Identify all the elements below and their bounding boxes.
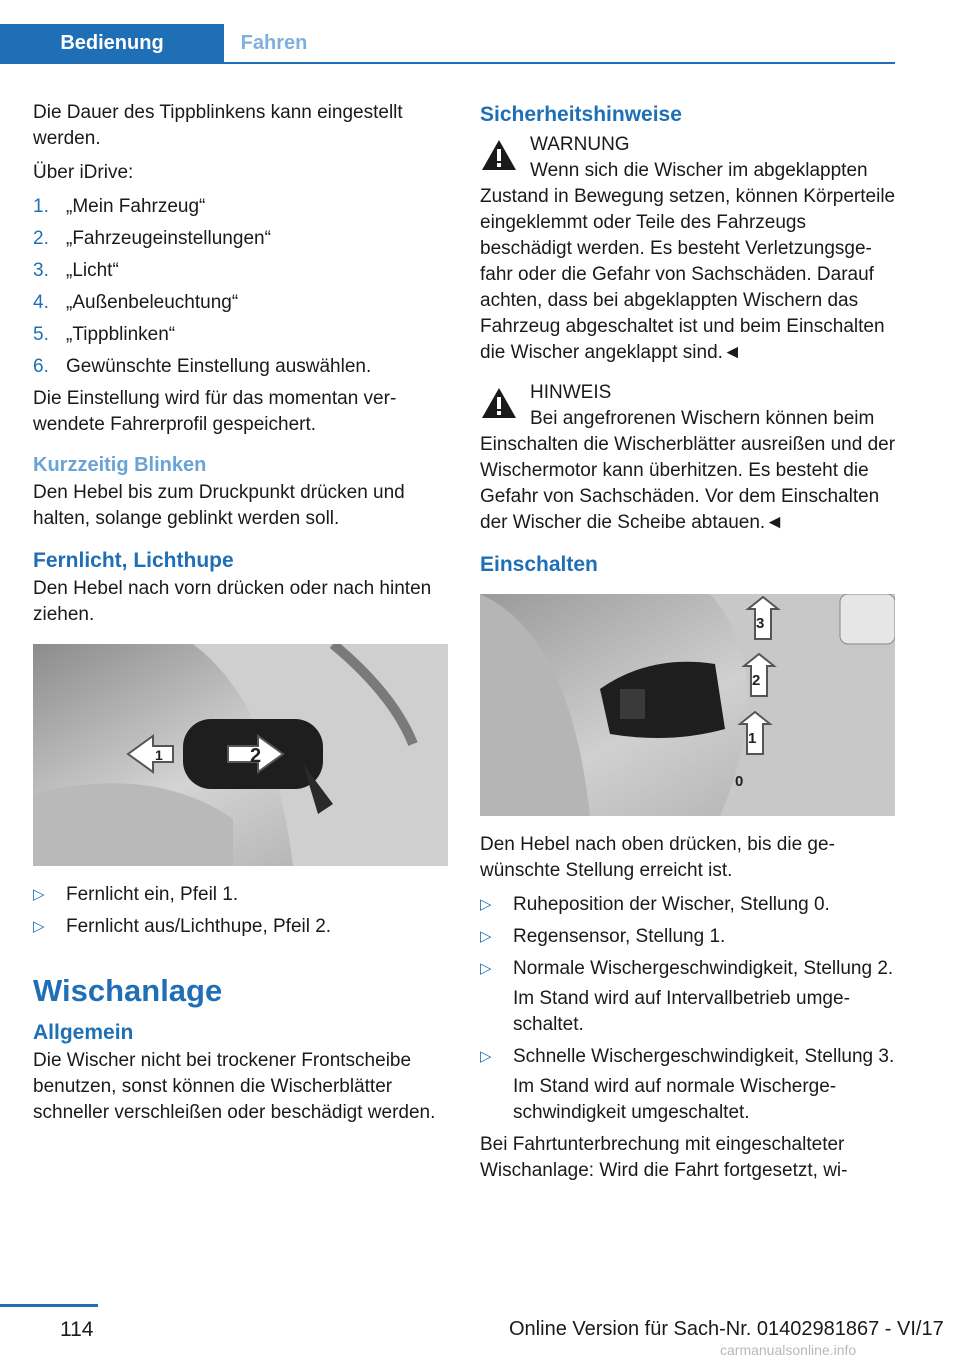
closing-text: Bei Fahrtunterbrechung mit eingeschalteter Wischanlage: Wird die Fahrt fortgesetzt, wi- [480, 1134, 848, 1181]
triangle-bullet-icon: ▷ [480, 1048, 492, 1065]
list-item: ▷ Regensensor, Stellung 1. [480, 924, 898, 950]
fernlicht-lever-image [33, 644, 448, 866]
kurzzeitig-text: Den Hebel bis zum Druckpunkt drücken und halten, solange geblinkt werden soll. [33, 482, 405, 529]
profile-note: Die Einstellung wird für das momentan verwendete Fahrerprofil gespeichert. [33, 388, 397, 435]
list-item: 5. „Tippblinken“ [33, 324, 176, 345]
warning-triangle-icon [480, 138, 518, 172]
list-item: ▷ Normale Wischergeschwindigkeit, Stellung 2. Im Stand wird auf Intervallbetrieb umgeschaltet. [480, 956, 898, 1038]
heading-kurzzeitig-blinken: Kurzzeitig Blinken [33, 454, 207, 476]
position-label-0: 0 [735, 773, 744, 790]
triangle-bullet-icon: ▷ [480, 928, 492, 945]
arrow-label-1: 1 [155, 747, 163, 763]
fernlicht-text: Den Hebel nach vorn drücken oder nach hinten ziehen. [33, 578, 432, 625]
bullet-subtext: Im Stand wird auf normale Wischergeschwindigkeit umgeschaltet. [513, 1076, 837, 1123]
list-item: 4. „Außenbeleuchtung“ [33, 292, 239, 313]
right-column [480, 100, 898, 1192]
left-column [33, 100, 451, 1134]
notice-title: HINWEIS [530, 382, 612, 403]
notice-text: Bei angefrorenen Wischern können beim Einschalten die Wischerblätter ausreißen und der Wischermotor kann überhitzen. Es besteht die Gefahr von Sachschäden. Vor dem Einschalten der Wischer die Scheibe abtauen.◄ [480, 408, 896, 533]
warning-block [480, 132, 898, 366]
triangle-bullet-icon: ▷ [33, 918, 45, 935]
intro-paragraph: Die Dauer des Tippblinkens kann eingestellt werden. [33, 102, 403, 149]
bullet-subtext: Im Stand wird auf Intervallbetrieb umgeschaltet. [513, 988, 850, 1035]
online-version-note: Online Version für Sach-Nr. 01402981867 - VI/17 [509, 1318, 944, 1340]
heading-wischanlage: Wischanlage [33, 973, 223, 1008]
heading-einschalten: Einschalten [480, 553, 598, 576]
list-item: ▷ Ruheposition der Wischer, Stellung 0. [480, 892, 898, 918]
watermark: carmanualsonline.info [720, 1342, 857, 1358]
warning-text: Wenn sich die Wischer im abgeklappten Zustand in Bewegung setzen, können Körperteile eingeklemmt oder Teile des Fahrzeugs beschädigt werden. Es besteht Verletzungsgefahr oder die Gefahr von Sachschäden. Darauf achten, dass bei abgeklappten Wischern das Fahrzeug abgeschaltet ist und beim Einschalten die Wischer angeklappt sind.◄ [480, 160, 896, 363]
arrow-label-2: 2 [250, 745, 262, 767]
heading-sicherheitshinweise: Sicherheitshinweise [480, 103, 682, 126]
idrive-label: Über iDrive: [33, 162, 134, 183]
einschalten-text: Den Hebel nach oben drücken, bis die gewünschte Stellung erreicht ist. [480, 834, 835, 881]
warning-title: WARNUNG [530, 134, 630, 155]
chapter-tabs [0, 24, 895, 64]
position-label-3: 3 [756, 615, 765, 632]
fernlicht-bullets [33, 882, 451, 940]
list-item: 3. „Licht“ [33, 260, 119, 281]
position-label-2: 2 [752, 672, 761, 689]
list-item: 2. „Fahrzeugeinstellungen“ [33, 228, 271, 249]
triangle-bullet-icon: ▷ [480, 960, 492, 977]
allgemein-text: Die Wischer nicht bei trockener Frontscheibe benutzen, sonst können die Wischerblätter schneller verschleißen oder beschädigt werden. [33, 1050, 436, 1123]
triangle-bullet-icon: ▷ [480, 896, 492, 913]
heading-fernlicht: Fernlicht, Lichthupe [33, 549, 234, 572]
heading-allgemein: Allgemein [33, 1021, 134, 1044]
list-item: ▷ Fernlicht aus/Lichthupe, Pfeil 2. [33, 914, 451, 940]
list-item: ▷ Schnelle Wischergeschwindigkeit, Stellung 3. Im Stand wird auf normale Wischergeschwindigkeit umgeschaltet. [480, 1044, 898, 1126]
triangle-bullet-icon: ▷ [33, 886, 45, 903]
tab-bedienung[interactable]: Bedienung [0, 24, 224, 62]
idrive-steps [33, 194, 451, 380]
wiper-lever-image [480, 594, 895, 816]
wiper-position-bullets [480, 892, 898, 1126]
list-item: 6. Gewünschte Einstellung auswählen. [33, 356, 372, 377]
warning-triangle-icon [480, 386, 518, 420]
tab-fahren[interactable]: Fahren [240, 31, 308, 54]
page-number: 114 [60, 1318, 94, 1341]
position-label-1: 1 [748, 730, 757, 747]
notice-block [480, 380, 898, 536]
list-item: ▷ Fernlicht ein, Pfeil 1. [33, 882, 451, 908]
list-item: 1. „Mein Fahrzeug“ [33, 196, 206, 217]
footer-rule [0, 1304, 98, 1307]
